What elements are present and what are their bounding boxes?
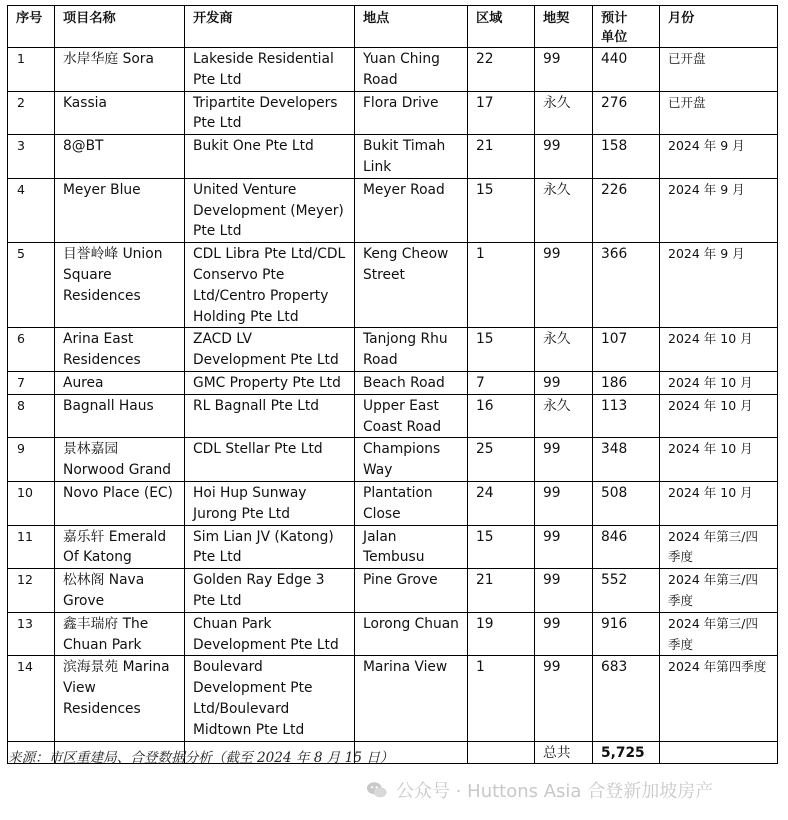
cell-district: 1	[468, 243, 535, 328]
cell-no: 4	[8, 178, 55, 242]
cell-units: 348	[593, 438, 660, 482]
cell-month: 2024 年 10 月	[660, 371, 778, 394]
watermark-text: 公众号 · Huttons Asia 合登新加坡房产	[396, 781, 714, 802]
cell-developer: Bukit One Pte Ltd	[185, 135, 355, 179]
table-row	[8, 48, 778, 92]
cell-developer: Tripartite Developers Pte Ltd	[185, 91, 355, 135]
cell-month: 2024 年 10 月	[660, 438, 778, 482]
header-developer: 开发商	[185, 6, 355, 48]
cell-district: 25	[468, 438, 535, 482]
cell-district: 24	[468, 481, 535, 525]
cell-developer: Golden Ray Edge 3 Pte Ltd	[185, 569, 355, 613]
cell-location: Meyer Road	[355, 178, 468, 242]
cell-project: 景林嘉园 Norwood Grand	[55, 438, 185, 482]
cell-district: 7	[468, 371, 535, 394]
cell-units: 508	[593, 481, 660, 525]
cell-tenure: 99	[535, 481, 593, 525]
cell-month: 已开盘	[660, 91, 778, 135]
header-project: 项目名称	[55, 6, 185, 48]
cell-units: 440	[593, 48, 660, 92]
cell-month: 2024 年第四季度	[660, 656, 778, 741]
cell-tenure: 99	[535, 612, 593, 656]
cell-units: 107	[593, 328, 660, 372]
cell-developer: Chuan Park Development Pte Ltd	[185, 612, 355, 656]
cell-location: Bukit Timah Link	[355, 135, 468, 179]
cell-location: Tanjong Rhu Road	[355, 328, 468, 372]
cell-month: 2024 年 10 月	[660, 481, 778, 525]
cell-district: 19	[468, 612, 535, 656]
cell-no: 8	[8, 394, 55, 438]
cell-month: 2024 年 10 月	[660, 394, 778, 438]
cell-location: Pine Grove	[355, 569, 468, 613]
cell-units: 113	[593, 394, 660, 438]
table-body	[8, 48, 778, 764]
cell-district: 15	[468, 328, 535, 372]
cell-project: 目誉岭峰 Union Square Residences	[55, 243, 185, 328]
cell-developer: CDL Libra Pte Ltd/CDL Conservo Pte Ltd/Centro Property Holding Pte Ltd	[185, 243, 355, 328]
cell-units: 158	[593, 135, 660, 179]
table-row	[8, 656, 778, 741]
cell-month: 2024 年第三/四季度	[660, 569, 778, 613]
cell-month: 2024 年 10 月	[660, 328, 778, 372]
cell-no: 11	[8, 525, 55, 569]
cell-location: Champions Way	[355, 438, 468, 482]
cell-tenure: 99	[535, 656, 593, 741]
cell-tenure: 99	[535, 135, 593, 179]
wechat-icon	[366, 779, 388, 801]
cell-units: 916	[593, 612, 660, 656]
table-row	[8, 243, 778, 328]
cell-month: 2024 年 9 月	[660, 135, 778, 179]
cell-project: 滨海景苑 Marina View Residences	[55, 656, 185, 741]
cell-tenure: 永久	[535, 328, 593, 372]
cell-district: 15	[468, 525, 535, 569]
table-row	[8, 438, 778, 482]
projects-table	[7, 5, 778, 764]
header-row	[8, 6, 778, 48]
cell-project: Bagnall Haus	[55, 394, 185, 438]
cell-district: 1	[468, 656, 535, 741]
cell-developer: RL Bagnall Pte Ltd	[185, 394, 355, 438]
cell-no: 9	[8, 438, 55, 482]
cell-district: 17	[468, 91, 535, 135]
cell-developer: GMC Property Pte Ltd	[185, 371, 355, 394]
cell-location: Flora Drive	[355, 91, 468, 135]
cell-developer: CDL Stellar Pte Ltd	[185, 438, 355, 482]
cell-developer: Sim Lian JV (Katong) Pte Ltd	[185, 525, 355, 569]
table-row	[8, 525, 778, 569]
table-row	[8, 481, 778, 525]
header-no: 序号	[8, 6, 55, 48]
cell-no: 12	[8, 569, 55, 613]
cell-location: Beach Road	[355, 371, 468, 394]
cell-month: 已开盘	[660, 48, 778, 92]
cell-district: 16	[468, 394, 535, 438]
cell-tenure: 永久	[535, 178, 593, 242]
cell-units: 552	[593, 569, 660, 613]
cell-project: Meyer Blue	[55, 178, 185, 242]
cell-project: 8@BT	[55, 135, 185, 179]
cell-tenure: 永久	[535, 91, 593, 135]
header-location: 地点	[355, 6, 468, 48]
cell-location: Keng Cheow Street	[355, 243, 468, 328]
cell-no: 10	[8, 481, 55, 525]
cell-tenure: 99	[535, 48, 593, 92]
cell-district: 21	[468, 569, 535, 613]
cell-developer: Lakeside Residential Pte Ltd	[185, 48, 355, 92]
cell-location: Yuan Ching Road	[355, 48, 468, 92]
cell-no: 1	[8, 48, 55, 92]
cell-month: 2024 年 9 月	[660, 178, 778, 242]
cell-tenure: 99	[535, 569, 593, 613]
table-row	[8, 328, 778, 372]
table-row	[8, 91, 778, 135]
table-row	[8, 178, 778, 242]
cell-project: Aurea	[55, 371, 185, 394]
cell-project: 鑫丰瑞府 The Chuan Park	[55, 612, 185, 656]
header-district: 区域	[468, 6, 535, 48]
cell-developer: United Venture Development (Meyer) Pte Ltd	[185, 178, 355, 242]
cell-units: 683	[593, 656, 660, 741]
cell-no: 7	[8, 371, 55, 394]
watermark	[366, 776, 776, 804]
cell-tenure: 99	[535, 525, 593, 569]
cell-tenure: 99	[535, 243, 593, 328]
cell-units: 846	[593, 525, 660, 569]
cell-developer: Hoi Hup Sunway Jurong Pte Ltd	[185, 481, 355, 525]
header-units: 预计单位	[593, 6, 660, 48]
cell-no: 3	[8, 135, 55, 179]
cell-location: Jalan Tembusu	[355, 525, 468, 569]
cell-tenure: 永久	[535, 394, 593, 438]
cell-project: Kassia	[55, 91, 185, 135]
cell-project: Novo Place (EC)	[55, 481, 185, 525]
cell-no: 14	[8, 656, 55, 741]
cell-units: 186	[593, 371, 660, 394]
cell-district: 15	[468, 178, 535, 242]
cell-units: 276	[593, 91, 660, 135]
total-label: 总共	[535, 741, 593, 764]
table-row	[8, 394, 778, 438]
cell-no: 2	[8, 91, 55, 135]
cell-location: Marina View	[355, 656, 468, 741]
table-row	[8, 135, 778, 179]
cell-month: 2024 年第三/四季度	[660, 612, 778, 656]
cell-location: Upper East Coast Road	[355, 394, 468, 438]
cell-developer: ZACD LV Development Pte Ltd	[185, 328, 355, 372]
cell-project: 水岸华庭 Sora	[55, 48, 185, 92]
cell-no: 13	[8, 612, 55, 656]
cell-no: 5	[8, 243, 55, 328]
cell-location: Plantation Close	[355, 481, 468, 525]
cell-units: 366	[593, 243, 660, 328]
total-value: 5,725	[593, 741, 660, 764]
cell-month: 2024 年第三/四季度	[660, 525, 778, 569]
cell-no: 6	[8, 328, 55, 372]
cell-month: 2024 年 9 月	[660, 243, 778, 328]
cell-tenure: 99	[535, 438, 593, 482]
table-row	[8, 612, 778, 656]
header-tenure: 地契	[535, 6, 593, 48]
table-row	[8, 371, 778, 394]
cell-district: 21	[468, 135, 535, 179]
cell-district: 22	[468, 48, 535, 92]
empty-cell	[660, 741, 778, 764]
cell-units: 226	[593, 178, 660, 242]
header-month: 月份	[660, 6, 778, 48]
cell-tenure: 99	[535, 371, 593, 394]
cell-project: 松林阁 Nava Grove	[55, 569, 185, 613]
empty-cell	[468, 741, 535, 764]
source-note: 来源：市区重建局、合登数据分析（截至 2024 年 8 月 15 日）	[8, 750, 394, 766]
cell-location: Lorong Chuan	[355, 612, 468, 656]
cell-developer: Boulevard Development Pte Ltd/Boulevard Midtown Pte Ltd	[185, 656, 355, 741]
cell-project: Arina East Residences	[55, 328, 185, 372]
table-row	[8, 569, 778, 613]
cell-project: 嘉乐轩 Emerald Of Katong	[55, 525, 185, 569]
